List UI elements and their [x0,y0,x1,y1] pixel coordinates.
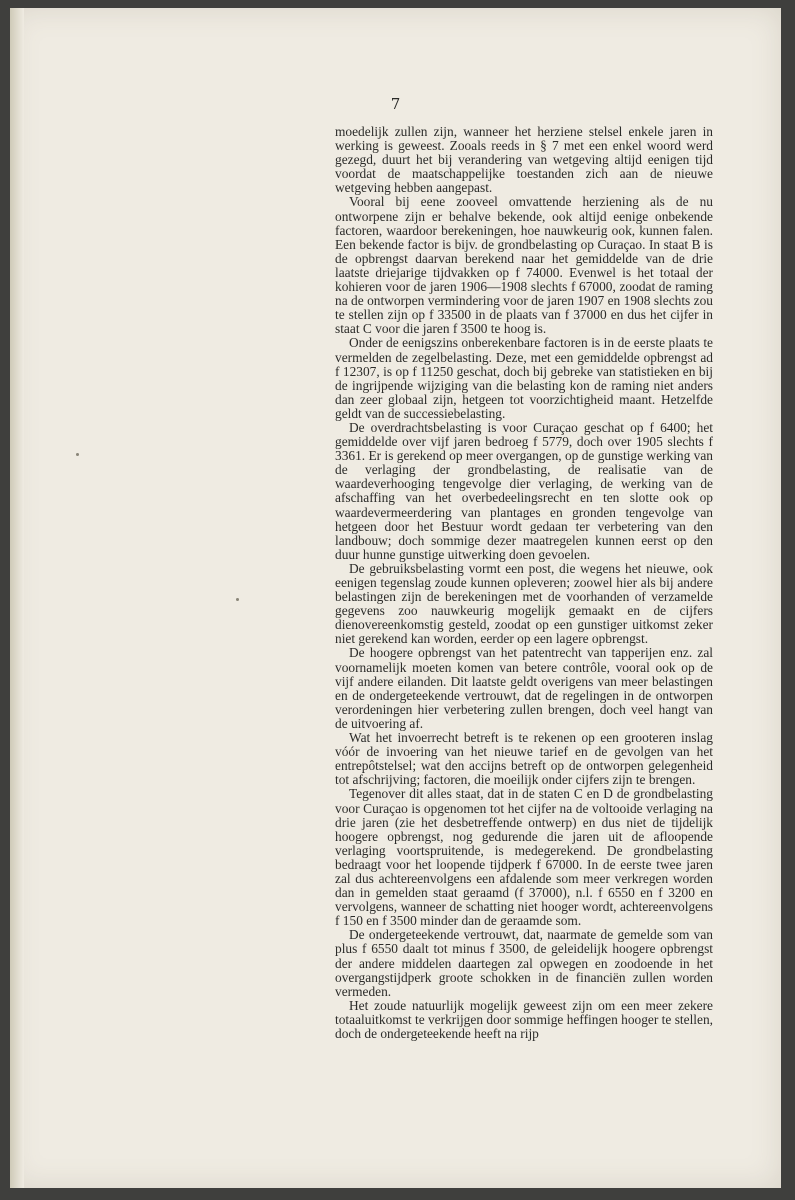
paragraph: Het zoude natuurlijk mogelijk geweest zijn om een meer zekere totaaluitkomst te verkrijgen door sommige heffingen hooger te stellen, doch de ondergeteekende heeft na rijp [335,997,713,1041]
page-binding-shadow [10,8,24,1188]
paragraph: Onder de eenigszins onberekenbare factoren is in de eerste plaats te vermelden de zegelbelasting. Deze, met een gemiddelde opbrengst ad f 12307, is op f 11250 geschat, doch bij gebreke van statistieken en bij de ingrijpende wijziging van die belasting kon de raming niet anders dan zeer globaal zijn, hetgeen tot voorzichtigheid maant. Hetzelfde geldt van de successiebelasting. [335,335,713,421]
paragraph: moedelijk zullen zijn, wanneer het herziene stelsel enkele jaren in werking is geweest. Zooals reeds in § 7 met een enkel woord werd gezegd, duurt het bij verandering van wetgeving altijd eenigen tijd voordat de maatschappelijke toestanden zich aan de nieuwe wetgeving hebben aangepast. [335,124,713,196]
paragraph: Wat het invoerrecht betreft is te rekenen op een grooteren inslag vóór de invoering van het nieuwe tarief en de gevolgen van het entrepôtstelsel; wat den accijns betreft op de ontworpen gelegenheid tot afschrijving; factoren, die moeilijk onder cijfers zijn te brengen. [335,730,713,788]
paragraph: Tegenover dit alles staat, dat in de staten C en D de grondbelasting voor Curaçao is opgenomen tot het cijfer na de voltooide verlaging na drie jaren (zie het desbetreffende ontwerp) en dus niet de tijdelijk hoogere opbrengst, nog gedurende die jaren uit de afloopende verlaging voortspruitende, is medegerekend. De grondbelasting bedraagt voor het loopende tijdperk f 67000. In de eerste twee jaren zal dus achtereenvolgens een afdalende som meer verkregen worden dan in gemelden staat geraamd (f 37000), n.l. f 6550 en f 3200 en vervolgens, wanneer de schatting niet hooger wordt, achtereenvolgens f 150 en f 3500 minder dan de geraamde som. [335,786,713,929]
body-text [335,125,713,1041]
paragraph: De hoogere opbrengst van het patentrecht van tapperijen enz. zal voornamelijk moeten komen van betere contrôle, vooral ook op de vijf andere eilanden. Dit laatste geldt overigens van meer belastingen en de ondergeteekende vertrouwt, dat de regelingen in de ontworpen verordeningen hier verbetering zullen brengen, doch veel hangt van de uitvoering af. [335,645,713,731]
paragraph: De ondergeteekende vertrouwt, dat, naarmate de gemelde som van plus f 6550 daalt tot minus f 3500, de geleidelijk hoogere opbrengst der andere middelen daartegen zal opwegen en zoodoende in het overgangstijdperk groote schokken in de financiën zullen worden vermeden. [335,927,713,999]
margin-speck [76,453,79,456]
paragraph: Vooral bij eene zooveel omvattende herziening als de nu ontworpene zijn er behalve bekende, ook altijd eenige onbekende factoren, waardoor berekeningen, hoe nauwkeurig ook, kunnen falen. Een bekende factor is bijv. de grondbelasting op Curaçao. In staat B is de opbrengst daarvan berekend naar het gemiddelde van de drie laatste driejarige tijdvakken op f 74000. Evenwel is het totaal der kohieren voor de jaren 1906—1908 slechts f 67000, zoodat de raming na de ontworpen vermindering voor de jaren 1907 en 1908 slechts zou te stellen zijn op f 33500 in de plaats van f 37000 en dus het cijfer in staat C voor die jaren f 3500 te hoog is. [335,194,713,337]
paragraph: De gebruiksbelasting vormt een post, die wegens het nieuwe, ook eenigen tegenslag zoude kunnen opleveren; zoowel hier als bij andere belastingen zijn de berekeningen met de voorhanden of verzamelde gegevens zoo nauwkeurig mogelijk gemaakt en de cijfers dienovereenkomstig gesteld, zoodat op een gunstiger uitkomst zeker niet gerekend kan worden, eerder op een lagere opbrengst. [335,560,713,647]
paragraph: De overdrachtsbelasting is voor Curaçao geschat op f 6400; het gemiddelde over vijf jaren bedroeg f 5779, doch over 1905 slechts f 3361. Er is gerekend op meer overgangen, op de gunstige werking van de verlaging der grondbelasting, de realisatie van de waardeverhooging tengevolge dier verlaging, de werking van de afschaffing van het overbedeelingsrecht en ten slotte ook op waardevermeerdering van plantages en gronden tengevolge van hetgeen door het Bestuur wordt gedaan ter verbetering van den landbouw; doch sommige dezer maatregelen kunnen eerst op den duur hunne gunstige uitwerking doen gevoelen. [335,419,713,562]
margin-speck [236,598,239,601]
page-number: 7 [390,95,401,113]
